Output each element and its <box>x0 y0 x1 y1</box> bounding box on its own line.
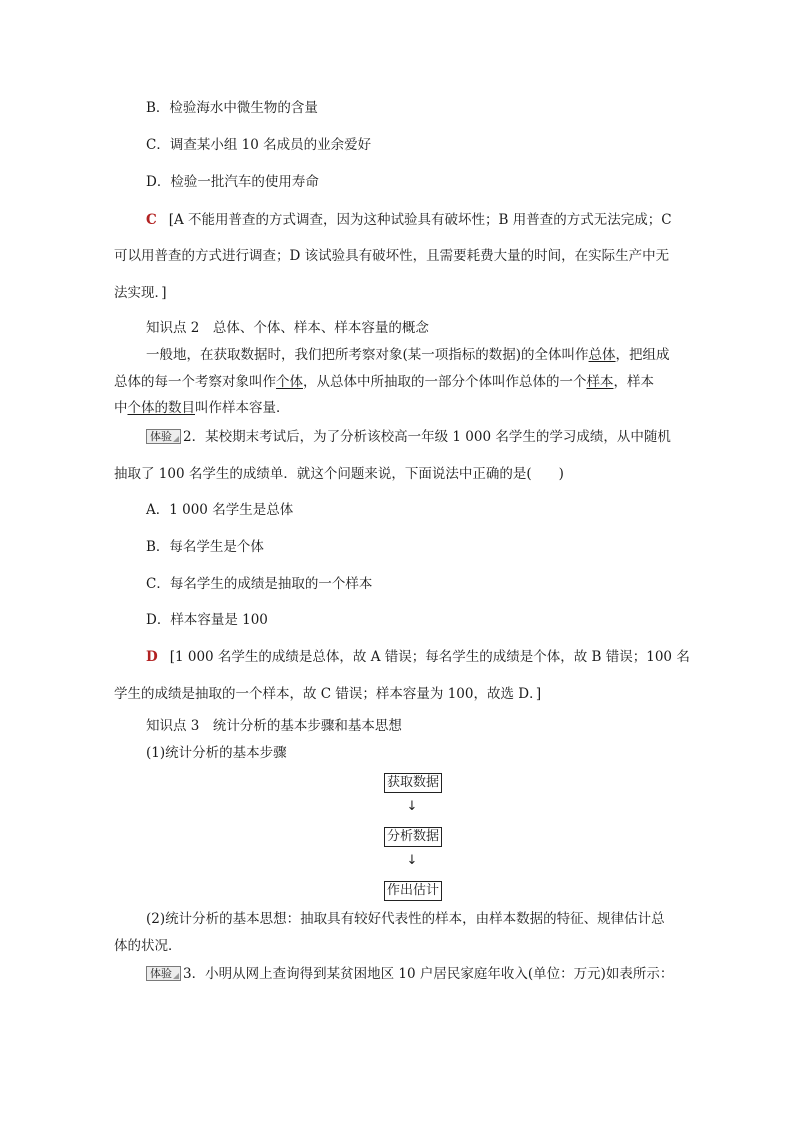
q2-option-d: D．样本容量是 100 <box>146 612 268 628</box>
kp3-heading: 知识点 3 统计分析的基本步骤和基本思想 <box>146 718 402 734</box>
q2-explanation-line2: 学生的成绩是抽取的一个样本，故 C 错误；样本容量为 100，故选 D．] <box>114 686 542 702</box>
q1-explanation-text: [A 不能用普查的方式调查，因为这种试验具有破坏性；B 用普查的方式无法完成；C <box>168 212 672 228</box>
q2-option-c: C．每名学生的成绩是抽取的一个样本 <box>146 576 373 592</box>
flow-step-estimate: 作出估计 <box>384 881 442 901</box>
q1-option-b: B．检验海水中微生物的含量 <box>146 100 318 116</box>
flow-arrow-down-icon: ↓ <box>406 799 418 814</box>
kp2-line3 <box>114 398 290 418</box>
q2-stem-text: 2．某校期末考试后，为了分析该校高一年级 1 000 名学生的学习成绩，从中随机 <box>183 429 671 445</box>
q2-explanation-text: [1 000 名学生的成绩是总体，故 A 错误；每名学生的成绩是个体，故 B 错误；100 名 <box>169 649 690 665</box>
kp3-idea-line2: 体的状况． <box>114 938 182 954</box>
q2-answer-letter: D <box>146 649 158 665</box>
q2-explanation-line1 <box>146 647 690 667</box>
flow-arrow-down-icon: ↓ <box>406 853 418 868</box>
q2-stem-line2: 抽取了 100 名学生的成绩单．就这个问题来说，下面说法中正确的是( ) <box>114 466 564 482</box>
kp2-term-population: 总体 <box>588 347 616 363</box>
kp2-line2 <box>114 372 654 392</box>
q2-option-b: B．每名学生是个体 <box>146 539 264 555</box>
q1-option-c: C．调查某小组 10 名成员的业余爱好 <box>146 137 372 153</box>
kp2-heading: 知识点 2 总体、个体、样本、样本容量的概念 <box>146 320 429 336</box>
kp2-l2-tail: ，样本 <box>613 374 654 390</box>
q2-stem-line1 <box>146 427 671 447</box>
kp2-term-sample-size: 个体的数目 <box>127 400 195 416</box>
kp2-term-sample: 样本 <box>586 374 614 390</box>
kp2-l3-tail: 叫作样本容量． <box>195 400 290 416</box>
kp2-l2-mid: ，从总体中所抽取的一部分个体叫作总体的一个 <box>303 374 587 390</box>
q1-explanation-line1 <box>146 210 672 230</box>
flow-step-collect: 获取数据 <box>384 773 442 793</box>
kp2-l1-text: 一般地，在获取数据时，我们把所考察对象(某一项指标的数据)的全体叫作 <box>146 347 589 363</box>
kp2-l2-text: 总体的每一个考察对象叫作 <box>114 374 276 390</box>
q1-answer-letter: C <box>146 212 157 228</box>
flow-step-analyze: 分析数据 <box>384 827 442 847</box>
q2-option-a: A．1 000 名学生是总体 <box>146 502 294 518</box>
q1-explanation-line3: 法实现．] <box>114 285 167 301</box>
kp2-l1-tail: ，把组成 <box>615 347 670 363</box>
q1-explanation-line2: 可以用普查的方式进行调查；D 该试验具有破坏性，且需要耗费大量的时间，在实际生产中无 <box>114 248 670 264</box>
kp2-term-individual: 个体 <box>276 374 303 390</box>
q1-option-d: D．检验一批汽车的使用寿命 <box>146 174 319 190</box>
kp2-line1 <box>146 345 670 365</box>
experience-badge: 体验 <box>146 966 181 981</box>
q3-stem-text: 3．小明从网上查询得到某贫困地区 10 户居民家庭年收入(单位：万元)如表所示： <box>183 966 674 982</box>
kp3-step-title: (1)统计分析的基本步骤 <box>146 745 287 761</box>
kp3-idea-line1: (2)统计分析的基本思想：抽取具有较好代表性的样本，由样本数据的特征、规律估计总 <box>146 911 665 927</box>
kp2-l3-text: 中 <box>114 400 128 416</box>
q3-stem-line1 <box>146 964 673 984</box>
experience-badge: 体验 <box>146 429 181 444</box>
